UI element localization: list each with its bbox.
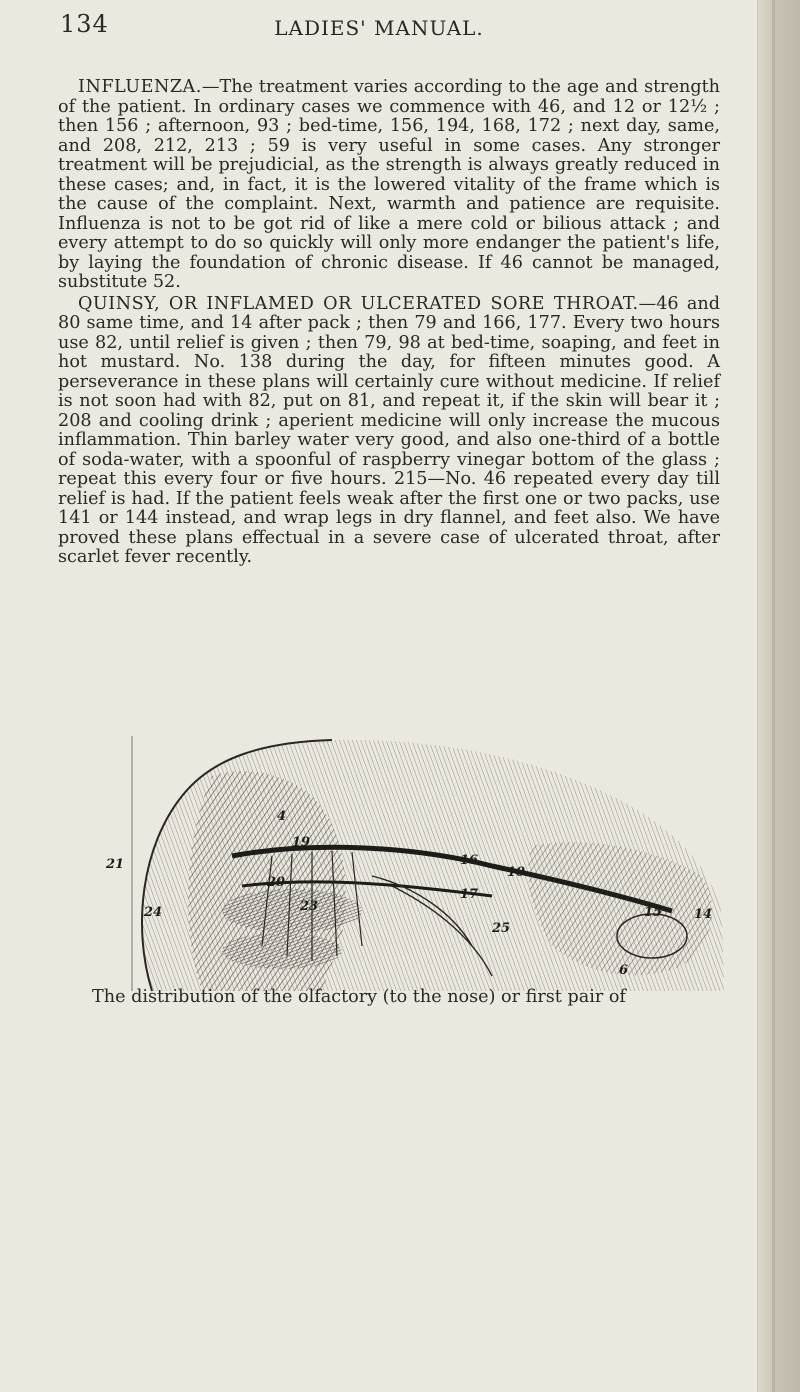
figure-label: 25: [492, 921, 511, 936]
figure-label: 16: [460, 853, 479, 868]
paragraph-influenza: [58, 78, 720, 293]
quinsy-text: —46 and 80 same time, and 14 after pack ; then 79 and 166, 177. Every two hours use 82, until relief is given ; then 79, 98 at bed-time, soaping, and feet in hot mustard. No. 138 during the day, for fifteen minutes good. A perseverance in these plans will certainly cure without medicine. If relief is not soon had with 82, put on 81, and repeat it, if the skin will bear it ; 208 and cooling drink ; aperient medicine will only increase the mucous inflammation. Thin barley water very good, and also one-third of a bottle of soda-water, with a spoonful of raspberry vinegar bottom of the glass ; repeat this every four or five hours. 215—No. 46 repeated every day till relief is had. If the patient feels weak after the first one or two packs, use 141 or 144 instead, and wrap legs in dry flannel, and feet also. We have proved these plans effectual in a severe case of ulcerated throat, after scarlet fever recently.: [58, 293, 720, 567]
influenza-heading: INFLUENZA.: [78, 77, 202, 97]
influenza-text: —The treatment varies according to the age and strength of the patient. In ordinary cases we commence with 46, and 12 or 12½ ; then 156 ; afternoon, 93 ; bed-time, 156, 194, 168, 172 ; next day, same, and 208, 212, 213 ; 59 is very useful in some cases. Any stronger treatment will be prejudicial, as the strength is always greatly reduced in these cases; and, in fact, it is the lowered vitality of the frame which is the cause of the complaint. Next, warmth and patience are requisite. Influenza is not to be got rid of like a mere cold or bilious attack ; and every attempt to do so quickly will only more endanger the patient's life, by laying the foundation of chronic disease. If 46 cannot be managed, substitute 52.: [58, 77, 720, 292]
figure-label: 6: [619, 963, 629, 978]
figure-label: 21: [106, 857, 125, 872]
olfactory-nerve-illustration: [106, 736, 732, 991]
paragraph-quinsy: [58, 295, 720, 568]
figure-caption: The distribution of the olfactory (to the nose) or first pair of: [92, 987, 626, 1007]
figure-label: 20: [267, 875, 286, 890]
figure-label: 19: [292, 835, 311, 850]
body-text: [58, 78, 720, 570]
book-spine-edge: [757, 0, 800, 1392]
quinsy-heading: QUINSY, OR INFLAMED OR ULCERATED SORE THROAT.: [78, 293, 639, 314]
page-number: 134: [60, 10, 109, 38]
figure-label: 17: [460, 887, 479, 902]
figure-label: 4: [277, 809, 287, 824]
figure-label: 10: [507, 865, 526, 880]
figure-label: 23: [300, 899, 319, 914]
figure-label: 15: [644, 905, 663, 920]
figure-label: 14: [694, 907, 713, 922]
running-head: LADIES' MANUAL.: [274, 16, 484, 40]
figure-label: 24: [144, 905, 163, 920]
